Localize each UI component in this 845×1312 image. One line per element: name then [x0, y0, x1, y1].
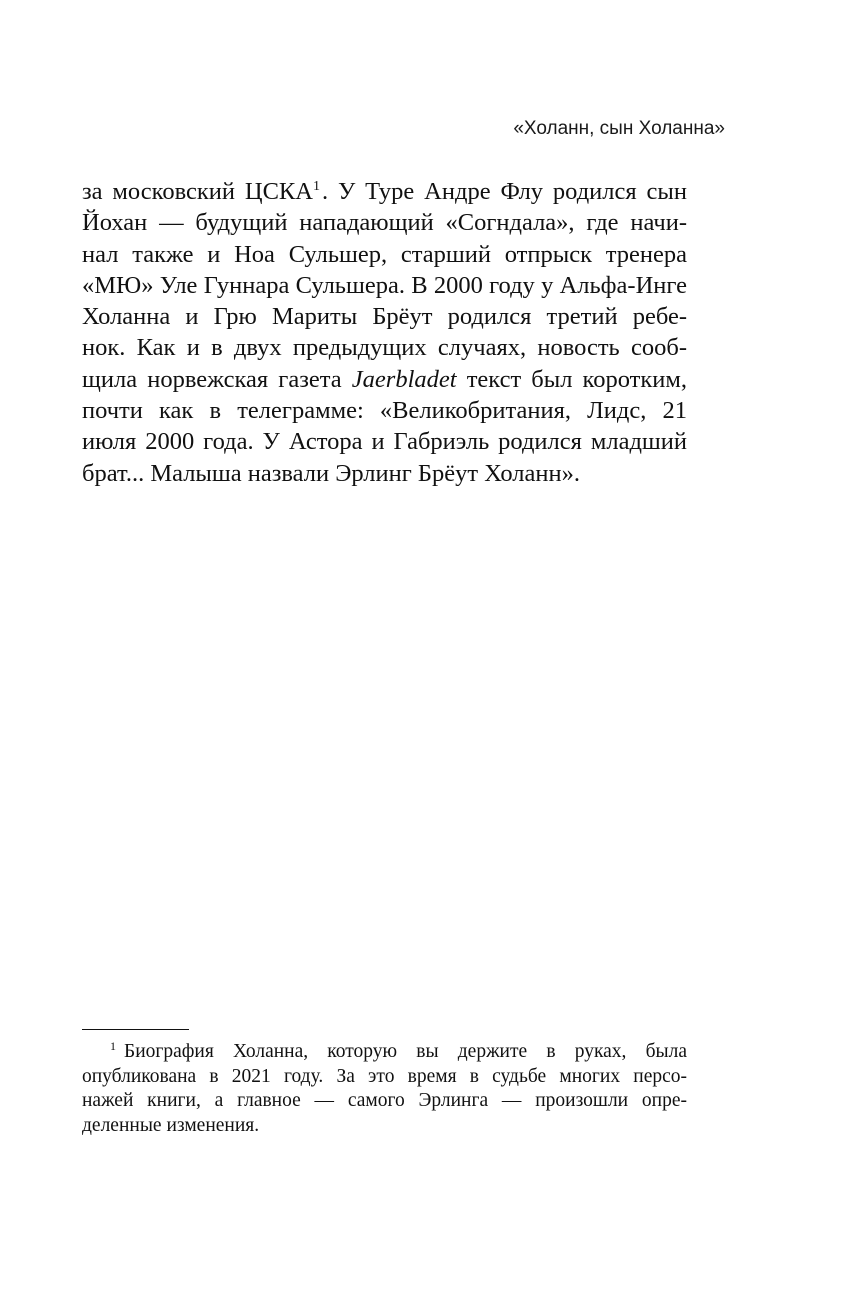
text-fragment: за московский ЦСКА: [82, 178, 313, 205]
footnote-divider: [82, 1029, 189, 1030]
text-fragment: Биография Холанна, которую вы держите в руках, была: [124, 1041, 687, 1062]
text-line: Холанна и Грю Мариты Брёут родился третий ребе-: [82, 303, 687, 331]
text-line: нал также и Ноа Сульшер, старший отпрыск тренера: [82, 240, 687, 268]
footnote-marker: 1: [110, 1039, 116, 1053]
footnote-reference[interactable]: 1: [312, 179, 320, 194]
text-line: июля 2000 года. У Астора и Габриэль родился младший: [82, 428, 687, 456]
newspaper-name: Jaerbladet: [351, 365, 457, 393]
text-line: нок. Как и в двух предыдущих случаях, новость сооб-: [82, 334, 687, 362]
text-line: брат... Малыша назвали Эрлинг Брёут Холанн».: [82, 459, 580, 487]
text-line: почти как в телеграмме: «Великобритания, Лидс, 21: [82, 397, 687, 425]
text-fragment: щила норвежская газета: [82, 365, 352, 393]
main-text: [82, 176, 687, 489]
footnote-line: нажей книги, а главное — самого Эрлинга — произошли опре-: [82, 1090, 687, 1112]
footnote-line: [82, 1040, 687, 1065]
running-head: «Холанн, сын Холанна»: [513, 118, 725, 139]
text-fragment: . У Туре Андре Флу родился сын: [321, 178, 687, 205]
footnote: [82, 1040, 687, 1138]
footnote-line: опубликована в 2021 году. За это время в судьбе многих персо-: [82, 1065, 687, 1087]
text-fragment: текст был коротким,: [456, 365, 687, 393]
text-line: Йохан — будущий нападающий «Согндала», где начи-: [82, 209, 687, 237]
footnote-line: деленные изменения.: [82, 1114, 260, 1136]
text-line: [82, 176, 687, 207]
text-line: [82, 364, 687, 395]
text-line: «МЮ» Уле Гуннара Сульшера. В 2000 году у Альфа-Инге: [82, 271, 687, 299]
